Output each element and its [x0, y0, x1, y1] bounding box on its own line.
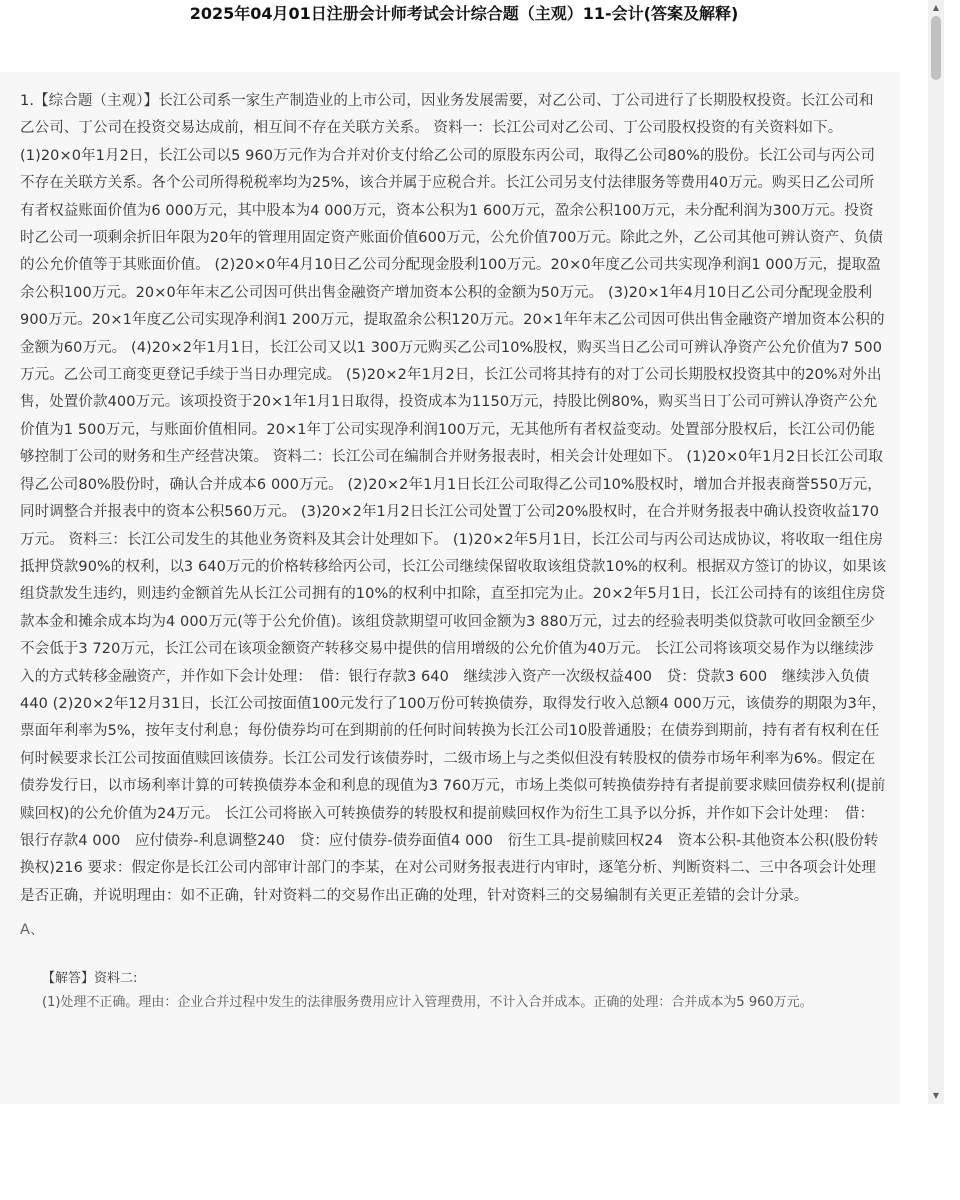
answer-block: [42, 970, 900, 1012]
option-a[interactable]: A、: [20, 922, 45, 939]
scroll-thumb[interactable]: [931, 16, 941, 80]
content-area[interactable]: [0, 72, 900, 1104]
scroll-up-arrow-icon[interactable]: ▲: [932, 3, 940, 12]
scroll-down-arrow-icon[interactable]: ▼: [932, 1091, 940, 1100]
question-block: [0, 72, 900, 910]
question-label: 1.【综合题（主观）】: [20, 93, 159, 109]
vertical-scrollbar[interactable]: [928, 0, 944, 1104]
page-title: 2025年04月01日注册会计师考试会计综合题（主观）11-会计(答案及解释): [189, 4, 739, 23]
answer-label: 【解答】资料二:: [42, 971, 138, 987]
bottom-blank-area: [0, 1104, 960, 1200]
question-text: 长江公司系一家生产制造业的上市公司，因业务发展需要，对乙公司、丁公司进行了长期股权投资。长江公司和乙公司、丁公司在投资交易达成前，相互间不存在关联方关系。 资料一：长江公司对乙公司、丁公司股权投资的有关资料如下。 (1)20×0年1月2日，长江公司以5 960万元作为合并对价支付给乙公司的原股东丙公司，取得乙公司80%的股份。长江公司与丙公司不存在关联方关系。各个公司所得税税率均为25%，该合并属于应税合并。长江公司另支付法律服务等费用40万元。购买日乙公司所有者权益账面价值为6 000万元，其中股本为4 000万元，资本公积为1 600万元，盈余公积100万元，未分配利润为300万元。投资时乙公司一项剩余折旧年限为20年的管理用固定资产账面价值600万元，公允价值700万元。除此之外，乙公司其他可辨认资产、负债的公允价值等于其账面价值。 (2)20×0年4月10日乙公司分配现金股利100万元。20×0年度乙公司共实现净利润1 000万元，提取盈余公积100万元。20×0年年末乙公司因可供出售金融资产增加资本公积的金额为50万元。 (3)20×1年4月10日乙公司分配现金股利900万元。20×1年度乙公司实现净利润1 200万元，提取盈余公积120万元。20×1年年末乙公司因可供出售金融资产增加资本公积的金额为60万元。 (4)20×2年1月1日，长江公司又以1 300万元购买乙公司10%股权，购买当日乙公司可辨认净资产公允价值为7 500万元。乙公司工商变更登记手续于当日办理完成。 (5)20×2年1月2日，长江公司将其持有的对丁公司长期股权投资其中的20%对外出售，处置价款400万元。该项投资于20×1年1月1日取得，投资成本为1150万元，持股比例80%，购买当日丁公司可辨认净资产公允价值为1 500万元，与账面价值相同。20×1年丁公司实现净利润100万元，无其他所有者权益变动。处置部分股权后，长江公司仍能够控制丁公司的财务和生产经营决策。 资料二：长江公司在编制合并财务报表时，相关会计处理如下。 (1)20×0年1月2日长江公司取得乙公司80%股份时，确认合并成本6 000万元。 (2)20×2年1月1日长江公司取得乙公司10%股权时，增加合并报表商誉550万元，同时调整合并报表中的资本公积560万元。 (3)20×2年1月2日长江公司处置丁公司20%股权时，在合并财务报表中确认投资收益170万元。 资料三：长江公司发生的其他业务资料及其会计处理如下。 (1)20×2年5月1日，长江公司与丙公司达成协议，将收取一组住房抵押贷款90%的权利，以3 640万元的价格转移给丙公司，长江公司继续保留收取该组贷款10%的权利。根据双方签订的协议，如果该组贷款发生违约，则违约金额首先从长江公司拥有的10%的权利中扣除，直至扣完为止。20×2年5月1日，长江公司持有的该组住房贷款本金和摊余成本均为4 000万元(等于公允价值)。该组贷款期望可收回金额为3 880万元，过去的经验表明类似贷款可收回金额至少不会低于3 720万元，长江公司在该项金额资产转移交易中提供的信用增级的公允价值为40万元。 长江公司将该项交易作为以继续涉入的方式转移金融资产，并作如下会计处理： 借：银行存款3 640 继续涉入资产一次级权益400 贷：贷款3 600 继续涉入负债440 (2)20×2年12月31日，长江公司按面值100元发行了100万份可转换债券，取得发行收入总额4 000万元，该债券的期限为3年，票面年利率为5%，按年支付利息；每份债券均可在到期前的任何时间转换为长江公司10股普通股；在债券到期前，持有者有权利在任何时候要求长江公司按面值赎回该债券。长江公司发行该债券时，二级市场上与之类似但没有转股权的债券市场年利率为6%。假定在债券发行日，以市场利率计算的可转换债券本金和利息的现值为3 760万元，市场上类似可转换债券持有者提前要求赎回债券权利(提前赎回权)的公允价值为24万元。 长江公司将嵌入可转换债券的转股权和提前赎回权作为衍生工具予以分拆，并作如下会计处理： 借：银行存款4 000 应付债券-利息调整240 贷：应付债券-债券面值4 000 衍生工具-提前赎回权24 资本公积-其他资本公积(股份转换权)216 要求：假定你是长江公司内部审计部门的李某，在对公司财务报表进行内审时，逐笔分析、判断资料二、三中各项会计处理是否正确，并说明理由：如不正确，针对资料二的交易作出正确的处理，针对资料三的交易编制有关更正差错的会计分录。: [20, 93, 887, 904]
answer-line: (1)处理不正确。理由：企业合并过程中发生的法律服务费用应计入管理费用，不计入合并成本。正确的处理：合并成本为5 960万元。: [42, 995, 813, 1011]
